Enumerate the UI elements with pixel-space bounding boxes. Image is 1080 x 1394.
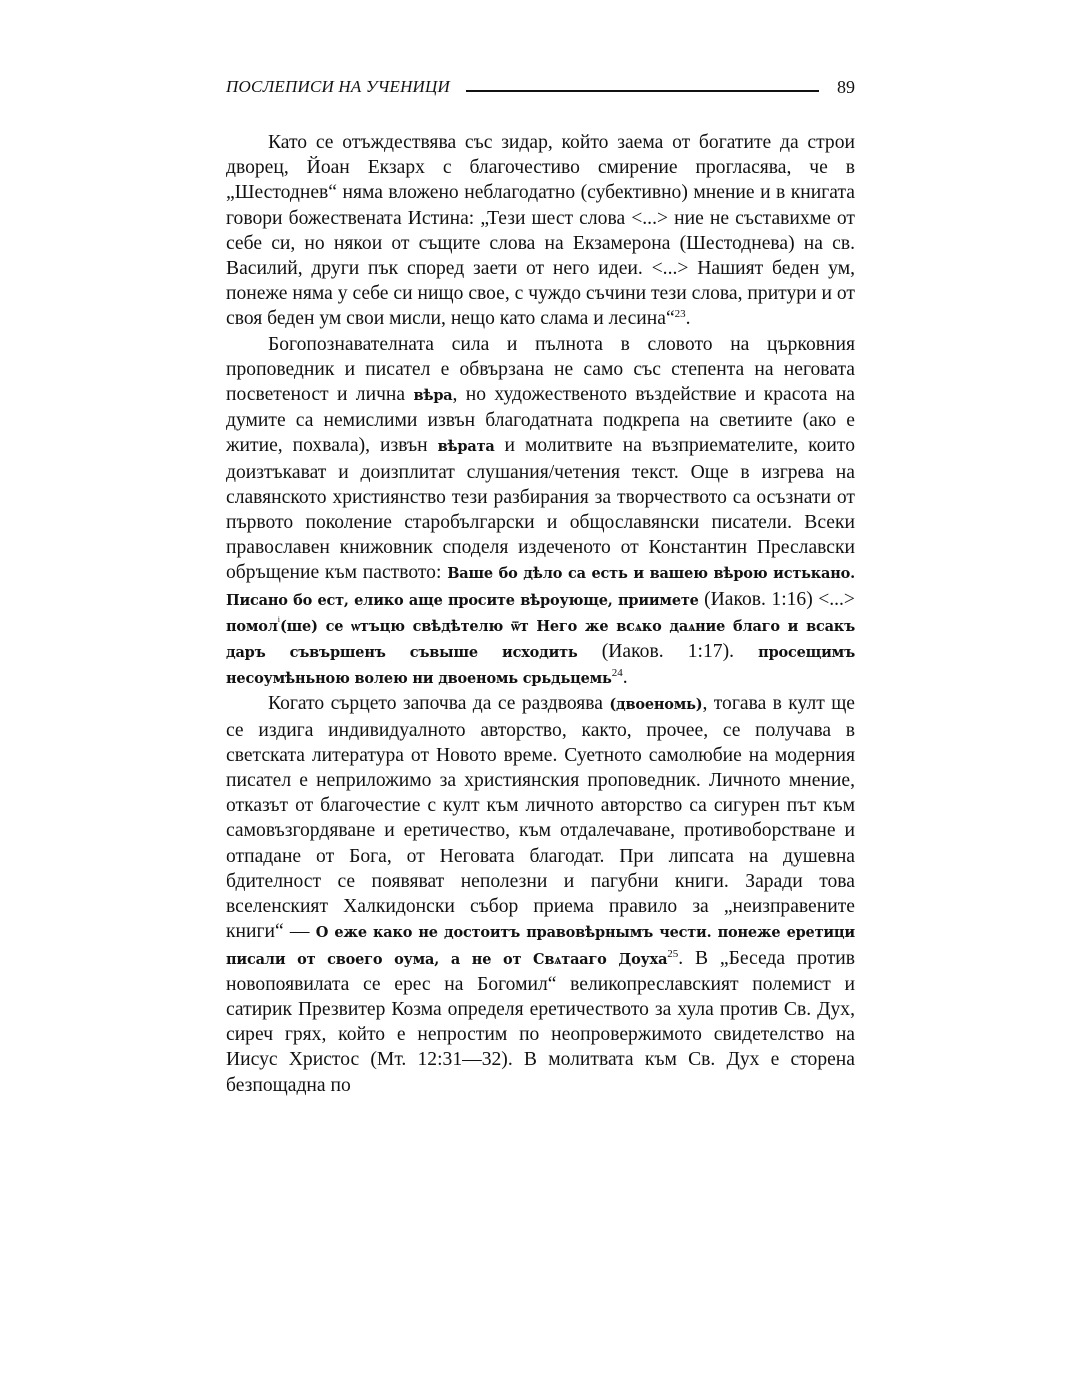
- header-rule: [466, 90, 819, 92]
- church-slavonic-quote: О еже како не достоитъ правовѣрнымъ чести. понеже еретици писали от своего оума, а не от Свѧтааго Доуха: [226, 924, 855, 968]
- text-run: Богопознавателната сила и пълнота в словото на църковния проповедник и писател е обвързана не само със степента на неговата посветеност и лична: [226, 333, 855, 406]
- footnote-ref-23: 23: [674, 308, 686, 321]
- text-run: . В „Беседа против новопоявилата се ерес на Богомил“ великопреславският полемист и сатирик Презвитер Козма определя еретичеството за хула против Св. Дух, сиреч грях, който е непростим по неопровержимото свидетелство на Иисус Христос (Мт. 12:31—32). В молитвата към Св. Дух е сторена безпощадна по: [226, 947, 855, 1096]
- text-run: Като се отъждествява със зидар, който заема от богатите да строи дворец, Йоан Екзарх с благочестиво смирение прогласява, че в „Шестоднев“ няма вложено неблагодатно (субективно) мнение и в книгата говори божествената Истина: „Тези шест слова <...> ние не съставихме от себе си, но някои от същите слова на Екзамерона (Шестоднева) на св. Василий, други пък според заети от него идеи. <...> Нашият беден ум, понеже няма у себе си нищо свое, с чуждо съчини тези слова, притури и от своя беден ум свои мисли, нещо като слама и лесина“: [226, 132, 855, 330]
- church-slavonic-quote: помол: [226, 617, 278, 635]
- text-run: .: [685, 308, 691, 330]
- text-run: Когато сърцето започва да се раздвоява: [268, 693, 610, 715]
- text-run: и молитвите на възприемателите, които доизтъкават и доизплитат слушания/четения текст. Още в изгрева на славянското християнство тези разбирания за творчеството са осъзнати от първото поколение старобългарски и общославянски писатели. Всеки православен книжовник споделя издеченото от Константин Преславски обръщение към паството:: [226, 435, 855, 584]
- text-run: .: [622, 667, 628, 689]
- paragraph-1: [226, 130, 855, 332]
- running-header: [226, 74, 855, 100]
- superscript-letter: і: [277, 614, 281, 624]
- page-number: 89: [837, 76, 855, 97]
- church-slavonic-quote: Ваше бо дѣло са есть и вашею вѣрою истькано. Писано бо ест, елико аще просите вѣроующе, приимете: [226, 565, 855, 609]
- text-run: (Иаков. 1:17).: [577, 641, 759, 663]
- footnote-ref-25: 25: [667, 947, 679, 960]
- church-slavonic-quote: (ше) се ѡтъцю свѣдѣтелю ѿт Него же всѧко даѧние благо и всакъ даръ съвършенъ съвыше исходить: [226, 617, 855, 662]
- footnote-ref-24: 24: [611, 667, 623, 680]
- text-run: , тогава в култ ще се издига индивидуалното авторство, както, прочее, се получава в светската литература от Новото време. Суетното самолюбие на модерния писател е неприложимо за християнския проповедник. Личното мнение, отказът от благочестие с култ към личното авторство са сигурен път към самовъзгордяване и еретичество, към отдалечаване, противоборстване и отпадане от Бога, от Неговата благодат. При липсата на душевна бдителност се появяват неполезни и пагубни книги. Заради това вселенският Халкидонски събор приема правило за „неизправените книги“ —: [226, 693, 855, 943]
- church-slavonic-quote: (двоеномь): [609, 696, 703, 714]
- main-text: [226, 130, 855, 1098]
- church-slavonic-quote: просещимъ несоумѣньною волею ни двоеномь срьдьцемь: [226, 644, 855, 688]
- paragraph-3: [226, 691, 855, 1097]
- text-run: , но художественото въздействие и красота на думите са немислими извън благодатната подкрепа на светиите (ако е житие, похвала), извън: [226, 384, 855, 457]
- church-slavonic-quote: вѣра: [413, 387, 453, 405]
- church-slavonic-quote: вѣрата: [437, 438, 495, 456]
- paragraph-2: [226, 332, 855, 692]
- text-run: (Иаков. 1:16) <...>: [698, 588, 855, 610]
- running-title: ПОСЛЕПИСИ НА УЧЕНИЦИ: [226, 77, 450, 96]
